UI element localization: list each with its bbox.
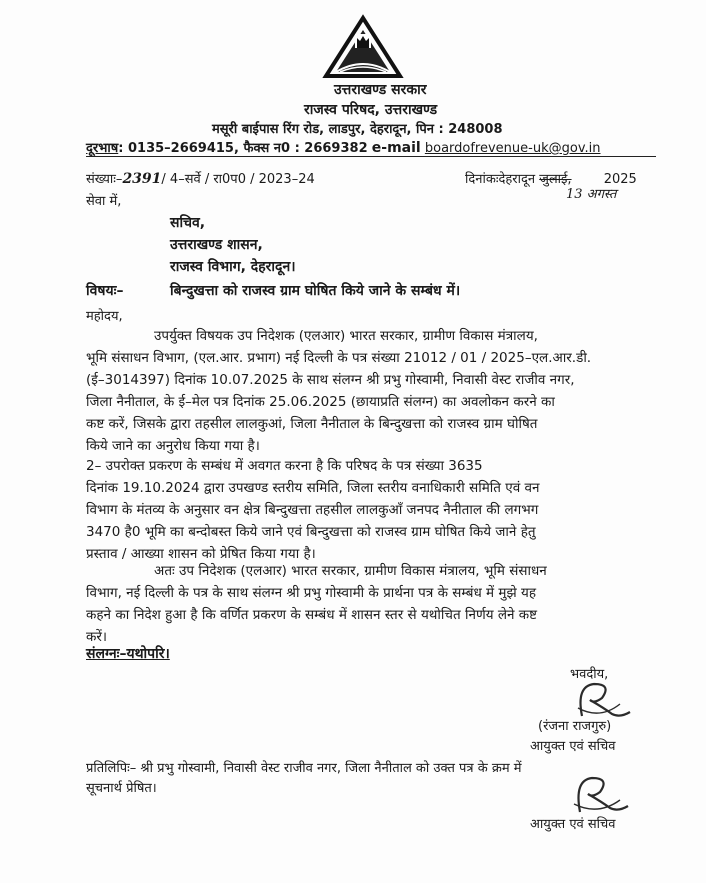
salutation: सेवा में, [86, 194, 122, 209]
para2-line: विभाग के मंतव्य के अनुसार वन क्षेत्र बिन्दुखत्ता तहसील लालकुआँ जनपद नैनीताल की लगभग [86, 502, 539, 518]
addressee-line-3: राजस्व विभाग, देहरादून। [170, 259, 296, 275]
reference-number [86, 169, 315, 187]
phone-value: : 0135–2669415, फैक्स न0 : 2669382 [118, 141, 368, 156]
greeting: महोदय, [86, 309, 123, 324]
paragraph-3 [86, 560, 668, 648]
para1-line: भूमि संसाधन विभाग, (एल.आर. प्रभाग) नई दिल्ली के पत्र संख्या 21012 / 01 / 2025–एल.आर.डी. [86, 350, 592, 366]
paragraph-1 [86, 325, 668, 457]
contact-line [86, 138, 601, 156]
office-address: मसूरी बाईपास रिंग रोड, लाडपुर, देहरादून, पिन : 248008 [212, 122, 503, 137]
para1-line: जिला नैनीताल, के ई–मेल पत्र दिनांक 25.06.2025 (छायाप्रति संलग्न) का अवलोकन करने का [86, 394, 555, 410]
para2-line: 3470 है0 भूमि का बन्दोबस्त किये जाने एवं बिन्दुखत्ता को राजस्व ग्राम घोषित किये जाने हेतु [86, 524, 536, 540]
signatory-designation-1: आयुक्त एवं सचिव [530, 739, 616, 754]
date-year: 2025 [603, 172, 637, 187]
signatory-designation-2: आयुक्त एवं सचिव [530, 817, 616, 832]
date-struck: जुलाई, [539, 172, 572, 187]
para3-line: कहने का निदेश हुआ है कि वर्णित प्रकरण के सम्बंध में शासन स्तर से यथोचित निर्णय लेने कष्ट [86, 607, 538, 623]
subject-text: बिन्दुखत्ता को राजस्व ग्राम घोषित किये जाने के सम्बंध में। [170, 283, 461, 299]
para2-line: दिनांक 19.10.2024 द्वारा उपखण्ड स्तरीय समिति, जिला स्तरीय वनाधिकारी समिति एवं वन [86, 480, 540, 496]
para1-line: किये जाने का अनुरोध किया गया है। [86, 438, 260, 454]
copy-line-2: सूचनार्थ प्रेषित। [86, 781, 157, 796]
copy-line-1: प्रतिलिपिः– श्री प्रभु गोस्वामी, निवासी वेस्ट राजीव नगर, जिला नैनीताल को उक्त पत्र के क्रम में [86, 761, 522, 776]
govt-name: उत्तराखण्ड सरकार [334, 82, 427, 98]
phone-label: दूरभाष [86, 141, 119, 156]
header-rule [86, 156, 656, 157]
addressee-line-1: सचिव, [170, 215, 206, 231]
paragraph-2 [86, 455, 668, 565]
email-label: e-mail [371, 140, 421, 156]
office-name: राजस्व परिषद, उत्तराखण्ड [304, 102, 438, 118]
para1-line: कष्ट करें, जिसके द्वारा तहसील लालकुआं, जिला नैनीताल के बिन्दुखत्ता को राजस्व ग्राम घोषित [86, 416, 538, 432]
signatory-name: (रंजना राजगुरु) [538, 719, 612, 734]
signature-mark-2 [560, 770, 640, 818]
uttarakhand-emblem [322, 12, 404, 80]
email-link[interactable]: boardofrevenue-uk@gov.in [424, 141, 601, 156]
para2-line: 2– उपरोक्त प्रकरण के सम्बंध में अवगत करना है कि परिषद के पत्र संख्या 3635 [86, 458, 483, 474]
date-handwritten: 13 अगस्त [566, 187, 617, 202]
closing: भवदीय, [570, 667, 609, 682]
para3-line: अतः उप निदेशक (एलआर) भारत सरकार, ग्रामीण विकास मंत्रालय, भूमि संसाधन [154, 563, 547, 579]
reference-handwritten: 2391 [122, 171, 162, 187]
para3-line: करें। [86, 629, 108, 645]
subject-label: विषयः– [86, 283, 124, 299]
para2-line: प्रस्ताव / आख्या शासन को प्रेषित किया गया है। [86, 546, 316, 562]
reference-label: संख्याः– [86, 172, 123, 187]
para1-line: उपर्युक्त विषयक उप निदेशक (एलआर) भारत सरकार, ग्रामीण विकास मंत्रालय, [154, 328, 538, 344]
para1-line: (ई–3014397) दिनांक 10.07.2025 के साथ संलग्न श्री प्रभु गोस्वामी, निवासी वेस्ट राजीव नगर, [86, 372, 575, 388]
para3-line: विभाग, नई दिल्ली के पत्र के साथ संलग्न श्री प्रभु गोस्वामी के प्रार्थना पत्र के सम्बंध में मुझे यह [86, 585, 536, 601]
enclosure: संलग्नः–यथोपरि। [86, 646, 170, 662]
date-prefix: दिनांकःदेहरादून [465, 172, 536, 187]
reference-rest: / 4–सर्वे / रा0प0 / 2023–24 [161, 172, 315, 187]
addressee-line-2: उत्तराखण्ड शासन, [170, 237, 263, 253]
